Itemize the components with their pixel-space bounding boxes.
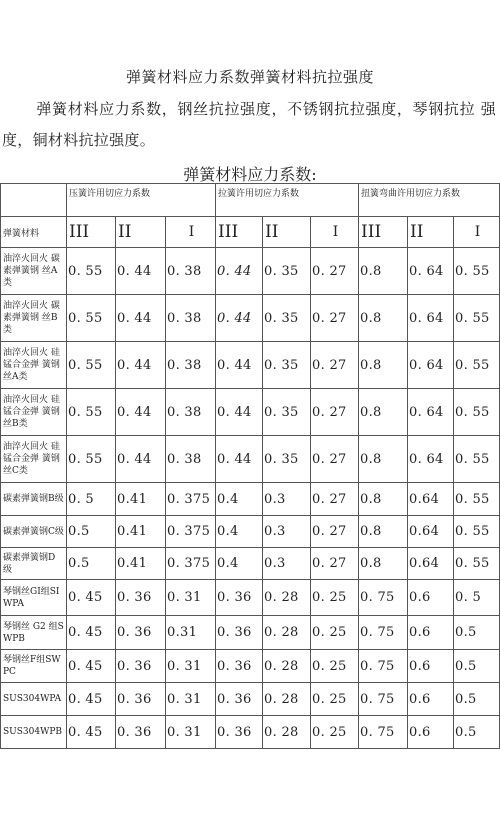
- table-row: [1, 516, 500, 548]
- coefficient-value: 0. 36: [116, 580, 166, 616]
- coefficient-value: 0.64: [408, 516, 454, 548]
- coefficient-value: 0. 55: [67, 389, 116, 436]
- coefficient-value: 0.64: [408, 483, 454, 516]
- coefficient-value: 0. 64: [408, 248, 454, 295]
- table-row: [1, 483, 500, 516]
- coefficient-value: 0. 36: [216, 683, 263, 716]
- coefficient-value: 0. 44: [116, 248, 166, 295]
- coefficient-value: 0. 35: [263, 248, 311, 295]
- group-torsion: 扭簧弯曲许用切应力系数: [359, 184, 500, 217]
- grade-cell: I: [166, 217, 216, 248]
- coefficient-value: 0. 5: [454, 580, 500, 616]
- coefficient-value: 0.4: [216, 548, 263, 580]
- coefficient-value: 0. 44: [216, 436, 263, 483]
- table-row: [1, 248, 500, 295]
- material-name: 琴钢丝GI组SIWPA: [1, 580, 67, 616]
- coefficient-value: 0. 28: [263, 616, 311, 650]
- coefficient-value: 0.6: [408, 716, 454, 749]
- coefficient-value: 0. 55: [454, 483, 500, 516]
- table-row: [1, 683, 500, 716]
- coefficient-value: 0.6: [408, 650, 454, 683]
- table-row: [1, 580, 500, 616]
- group-header-row: [1, 184, 500, 217]
- coefficient-value: 0. 45: [67, 580, 116, 616]
- grade-cell: II: [116, 217, 166, 248]
- coefficient-value: 0. 27: [311, 516, 359, 548]
- coefficient-value: 0. 44: [216, 248, 263, 295]
- coefficient-value: 0. 44: [116, 389, 166, 436]
- material-header: 弹簧材料: [1, 217, 67, 248]
- coefficient-value: 0. 375: [166, 516, 216, 548]
- stress-coefficient-table: [0, 183, 500, 749]
- coefficient-value: 0. 64: [408, 342, 454, 389]
- coefficient-value: 0. 38: [166, 436, 216, 483]
- material-name: SUS304WPA: [1, 683, 67, 716]
- grade-cell: I: [311, 217, 359, 248]
- coefficient-value: 0. 27: [311, 248, 359, 295]
- coefficient-value: 0. 75: [359, 616, 408, 650]
- coefficient-value: 0.41: [116, 548, 166, 580]
- coefficient-value: 0.5: [454, 716, 500, 749]
- document-title: 弹簧材料应力系数弹簧材料抗拉强度: [125, 68, 374, 86]
- coefficient-value: 0. 36: [216, 650, 263, 683]
- coefficient-value: 0. 35: [263, 436, 311, 483]
- coefficient-value: 0. 27: [311, 342, 359, 389]
- coefficient-value: 0. 27: [311, 483, 359, 516]
- coefficient-value: 0. 38: [166, 389, 216, 436]
- coefficient-value: 0. 64: [408, 389, 454, 436]
- coefficient-value: 0. 31: [166, 716, 216, 749]
- grade-cell: II: [408, 217, 454, 248]
- coefficient-value: 0. 75: [359, 683, 408, 716]
- material-name: 碳素弹簧钢C级: [1, 516, 67, 548]
- coefficient-value: 0. 31: [166, 683, 216, 716]
- grade-cell: III: [67, 217, 116, 248]
- coefficient-value: 0.31: [166, 616, 216, 650]
- coefficient-value: 0. 35: [263, 389, 311, 436]
- coefficient-value: 0. 35: [263, 295, 311, 342]
- coefficient-value: 0. 5: [67, 483, 116, 516]
- coefficient-value: 0. 27: [311, 436, 359, 483]
- coefficient-value: 0.8: [359, 295, 408, 342]
- intro-text: 弹簧材料应力系数，钢丝抗拉强度，不锈钢抗拉强度，琴钢抗拉 强度，铜材料抗拉强度。: [2, 100, 496, 149]
- coefficient-value: 0. 28: [263, 580, 311, 616]
- coefficient-value: 0. 55: [454, 436, 500, 483]
- coefficient-value: 0.8: [359, 389, 408, 436]
- coefficient-value: 0.4: [216, 516, 263, 548]
- material-name: 琴钢丝F组SWPC: [1, 650, 67, 683]
- coefficient-value: 0. 45: [67, 683, 116, 716]
- coefficient-value: 0. 38: [166, 248, 216, 295]
- table-row: [1, 389, 500, 436]
- grade-cell: III: [359, 217, 408, 248]
- table-row: [1, 295, 500, 342]
- coefficient-value: 0.5: [454, 683, 500, 716]
- coefficient-value: 0. 36: [216, 716, 263, 749]
- coefficient-value: 0. 75: [359, 716, 408, 749]
- coefficient-value: 0. 55: [454, 295, 500, 342]
- coefficient-value: 0.3: [263, 548, 311, 580]
- coefficient-value: 0. 25: [311, 650, 359, 683]
- coefficient-value: 0. 64: [408, 436, 454, 483]
- coefficient-value: 0. 36: [216, 580, 263, 616]
- coefficient-value: 0. 36: [116, 650, 166, 683]
- coefficient-value: 0.6: [408, 683, 454, 716]
- material-name: 油淬火回火 碳素弹簧钢 丝A类: [1, 248, 67, 295]
- coefficient-value: 0. 55: [454, 548, 500, 580]
- material-name: 油淬火回火 硅锰合金弹 簧钢丝B类: [1, 389, 67, 436]
- coefficient-value: 0. 28: [263, 650, 311, 683]
- coefficient-value: 0. 64: [408, 295, 454, 342]
- coefficient-value: 0. 375: [166, 483, 216, 516]
- table-row: [1, 548, 500, 580]
- coefficient-value: 0. 44: [216, 295, 263, 342]
- coefficient-value: 0. 27: [311, 295, 359, 342]
- material-name: 油淬火回火 碳素弹簧钢 丝B类: [1, 295, 67, 342]
- table-row: [1, 650, 500, 683]
- coefficient-value: 0. 44: [116, 342, 166, 389]
- material-name: 碳素弹簧钢B级: [1, 483, 67, 516]
- coefficient-value: 0.8: [359, 436, 408, 483]
- coefficient-value: 0. 36: [116, 716, 166, 749]
- corner-cell: [1, 184, 67, 217]
- material-name: 碳素弹簧钢D级: [1, 548, 67, 580]
- coefficient-value: 0. 38: [166, 295, 216, 342]
- coefficient-value: 0. 25: [311, 716, 359, 749]
- coefficient-value: 0.41: [116, 516, 166, 548]
- coefficient-value: 0.8: [359, 248, 408, 295]
- table-row: [1, 436, 500, 483]
- coefficient-value: 0.8: [359, 342, 408, 389]
- coefficient-value: 0. 27: [311, 548, 359, 580]
- grade-cell: II: [263, 217, 311, 248]
- coefficient-value: 0. 44: [216, 389, 263, 436]
- material-name: 油淬火回火 硅锰合金弹 簧钢丝C类: [1, 436, 67, 483]
- coefficient-value: 0. 28: [263, 683, 311, 716]
- coefficient-value: 0. 75: [359, 650, 408, 683]
- coefficient-value: 0.3: [263, 483, 311, 516]
- coefficient-value: 0.6: [408, 616, 454, 650]
- coefficient-value: 0. 25: [311, 683, 359, 716]
- coefficient-value: 0. 45: [67, 616, 116, 650]
- table-row: [1, 716, 500, 749]
- coefficient-value: 0. 44: [116, 436, 166, 483]
- coefficient-value: 0. 25: [311, 580, 359, 616]
- coefficient-value: 0.8: [359, 516, 408, 548]
- coefficient-value: 0. 36: [216, 616, 263, 650]
- coefficient-value: 0. 55: [67, 436, 116, 483]
- coefficient-value: 0. 31: [166, 650, 216, 683]
- grade-cell: III: [216, 217, 263, 248]
- coefficient-value: 0.41: [116, 483, 166, 516]
- coefficient-value: 0. 55: [67, 295, 116, 342]
- coefficient-value: 0. 55: [454, 248, 500, 295]
- coefficient-value: 0.3: [263, 516, 311, 548]
- intro-paragraph: [2, 94, 496, 156]
- coefficient-value: 0. 55: [454, 342, 500, 389]
- coefficient-value: 0. 36: [116, 683, 166, 716]
- coefficient-value: 0. 27: [311, 389, 359, 436]
- coefficient-value: 0.8: [359, 483, 408, 516]
- table-title: 弹簧材料应力系数:: [183, 165, 317, 184]
- coefficient-value: 0. 31: [166, 580, 216, 616]
- coefficient-value: 0. 45: [67, 650, 116, 683]
- material-name: 油淬火回火 硅锰合金弹 簧钢丝A类: [1, 342, 67, 389]
- coefficient-value: 0. 55: [67, 342, 116, 389]
- coefficient-value: 0. 36: [116, 616, 166, 650]
- material-name: SUS304WPB: [1, 716, 67, 749]
- grade-cell: I: [454, 217, 500, 248]
- table-row: [1, 616, 500, 650]
- coefficient-value: 0. 45: [67, 716, 116, 749]
- coefficient-value: 0.5: [454, 650, 500, 683]
- coefficient-value: 0.8: [359, 548, 408, 580]
- coefficient-value: 0. 375: [166, 548, 216, 580]
- coefficient-value: 0. 75: [359, 580, 408, 616]
- coefficient-value: 0. 28: [263, 716, 311, 749]
- coefficient-value: 0. 55: [67, 248, 116, 295]
- grade-header-row: [1, 217, 500, 248]
- coefficient-value: 0. 55: [454, 389, 500, 436]
- coefficient-value: 0. 44: [216, 342, 263, 389]
- coefficient-value: 0. 38: [166, 342, 216, 389]
- group-compression: 压簧许用切应力系数: [67, 184, 216, 217]
- coefficient-value: 0. 25: [311, 616, 359, 650]
- coefficient-value: 0. 55: [454, 516, 500, 548]
- coefficient-value: 0.4: [216, 483, 263, 516]
- group-extension: 拉簧许用切应力系数: [216, 184, 359, 217]
- coefficient-value: 0.6: [408, 580, 454, 616]
- table-row: [1, 342, 500, 389]
- coefficient-value: 0.5: [67, 516, 116, 548]
- coefficient-value: 0.5: [67, 548, 116, 580]
- coefficient-value: 0. 35: [263, 342, 311, 389]
- coefficient-value: 0.64: [408, 548, 454, 580]
- material-name: 琴钢丝 G2 组SWPB: [1, 616, 67, 650]
- coefficient-value: 0. 44: [116, 295, 166, 342]
- coefficient-value: 0.5: [454, 616, 500, 650]
